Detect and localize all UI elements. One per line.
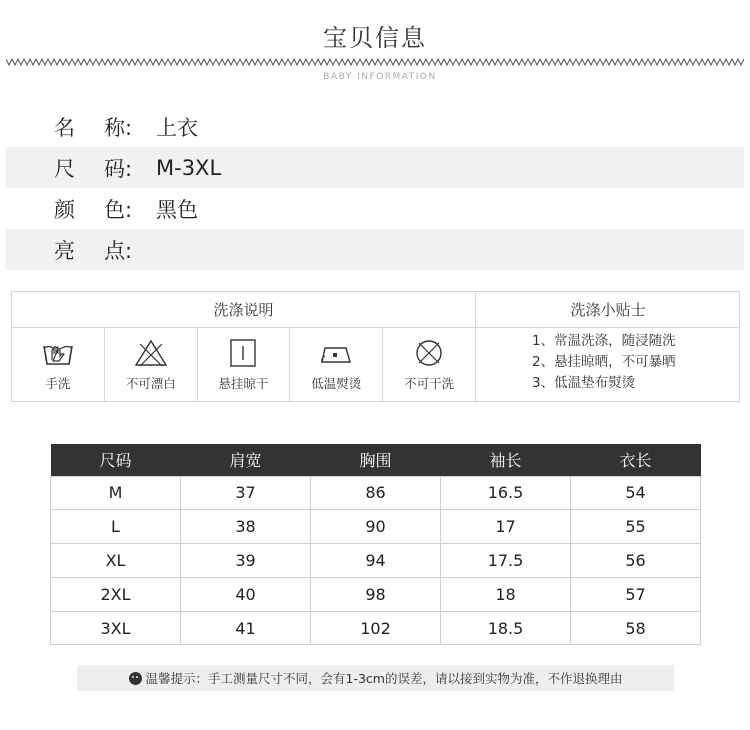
column-header: 肩宽 <box>181 444 311 476</box>
wash-icon-cell <box>12 328 105 401</box>
table-row <box>51 577 701 611</box>
wash-tip: 3、低温垫布熨烫 <box>532 375 636 391</box>
page-header <box>0 0 750 90</box>
info-row-name <box>6 106 744 147</box>
table-cell: 3XL <box>51 611 181 645</box>
wash-instructions-header: 洗涤说明 <box>12 292 476 328</box>
zigzag-divider <box>6 58 744 66</box>
table-cell: 56 <box>571 544 701 578</box>
wash-icon-label: 不可干洗 <box>404 375 455 391</box>
info-row-color <box>6 188 744 229</box>
table-cell: M <box>51 476 181 510</box>
table-row <box>51 476 701 510</box>
table-cell: 39 <box>181 544 311 578</box>
wash-icon-cell <box>383 328 476 401</box>
table-row <box>51 510 701 544</box>
page-subtitle: BABY INFORMATION <box>323 72 437 82</box>
info-key: 名 <box>54 115 75 140</box>
no-bleach-icon <box>134 338 168 368</box>
low-iron-icon <box>319 338 353 368</box>
table-row <box>51 544 701 578</box>
wash-tips-header: 洗涤小贴士 <box>476 292 740 328</box>
wash-icon-label: 悬挂晾干 <box>218 375 269 391</box>
info-key: 色: <box>104 197 133 222</box>
wash-icon-label: 手洗 <box>45 375 71 391</box>
table-cell: 57 <box>571 577 701 611</box>
wash-tip: 2、悬挂晾晒，不可暴晒 <box>532 354 676 370</box>
product-info <box>6 106 744 270</box>
info-key: 亮 <box>54 238 75 263</box>
measurement-note <box>77 665 674 691</box>
table-cell: 86 <box>311 476 441 510</box>
table-cell: 18 <box>441 577 571 611</box>
line-dry-icon <box>226 338 260 368</box>
table-cell: L <box>51 510 181 544</box>
table-row <box>51 611 701 645</box>
table-cell: 98 <box>311 577 441 611</box>
wash-tips <box>476 328 740 401</box>
table-cell: 90 <box>311 510 441 544</box>
smiley-icon <box>129 672 142 685</box>
info-row-size <box>6 147 744 188</box>
wash-icon-cell <box>290 328 383 401</box>
info-value: M-3XL <box>156 155 222 180</box>
table-cell: 102 <box>311 611 441 645</box>
wash-icon-cell <box>105 328 198 401</box>
info-key: 尺 <box>54 156 75 181</box>
table-cell: 18.5 <box>441 611 571 645</box>
wash-icon-cell <box>198 328 291 401</box>
table-cell: 41 <box>181 611 311 645</box>
info-key: 码: <box>104 156 133 181</box>
table-cell: 54 <box>571 476 701 510</box>
table-cell: 17 <box>441 510 571 544</box>
wash-care-panel <box>11 291 740 402</box>
info-key: 称: <box>104 115 133 140</box>
info-key: 点: <box>104 238 133 263</box>
size-table <box>50 444 701 645</box>
info-value: 上衣 <box>156 115 198 140</box>
wash-icon-label: 不可漂白 <box>125 375 176 391</box>
table-cell: 38 <box>181 510 311 544</box>
table-cell: 40 <box>181 577 311 611</box>
table-cell: 94 <box>311 544 441 578</box>
no-dry-clean-icon <box>412 338 446 368</box>
column-header: 胸围 <box>311 444 441 476</box>
table-cell: 58 <box>571 611 701 645</box>
size-table-header <box>51 444 701 476</box>
column-header: 袖长 <box>441 444 571 476</box>
column-header: 尺码 <box>51 444 181 476</box>
wash-icons <box>12 328 476 401</box>
table-cell: 37 <box>181 476 311 510</box>
page-title: 宝贝信息 <box>323 24 427 52</box>
table-cell: XL <box>51 544 181 578</box>
column-header: 衣长 <box>571 444 701 476</box>
table-cell: 16.5 <box>441 476 571 510</box>
table-cell: 17.5 <box>441 544 571 578</box>
hand-wash-icon <box>41 338 75 368</box>
table-cell: 2XL <box>51 577 181 611</box>
table-cell: 55 <box>571 510 701 544</box>
info-key: 颜 <box>54 197 75 222</box>
note-text: 温馨提示：手工测量尺寸不同，会有1-3cm的误差，请以接到实物为准，不作退换理由 <box>145 671 623 686</box>
wash-tip: 1、常温洗涤，随浸随洗 <box>532 333 676 349</box>
info-value: 黑色 <box>156 197 198 222</box>
wash-icon-label: 低温熨烫 <box>311 375 362 391</box>
info-row-highlights <box>6 229 744 270</box>
